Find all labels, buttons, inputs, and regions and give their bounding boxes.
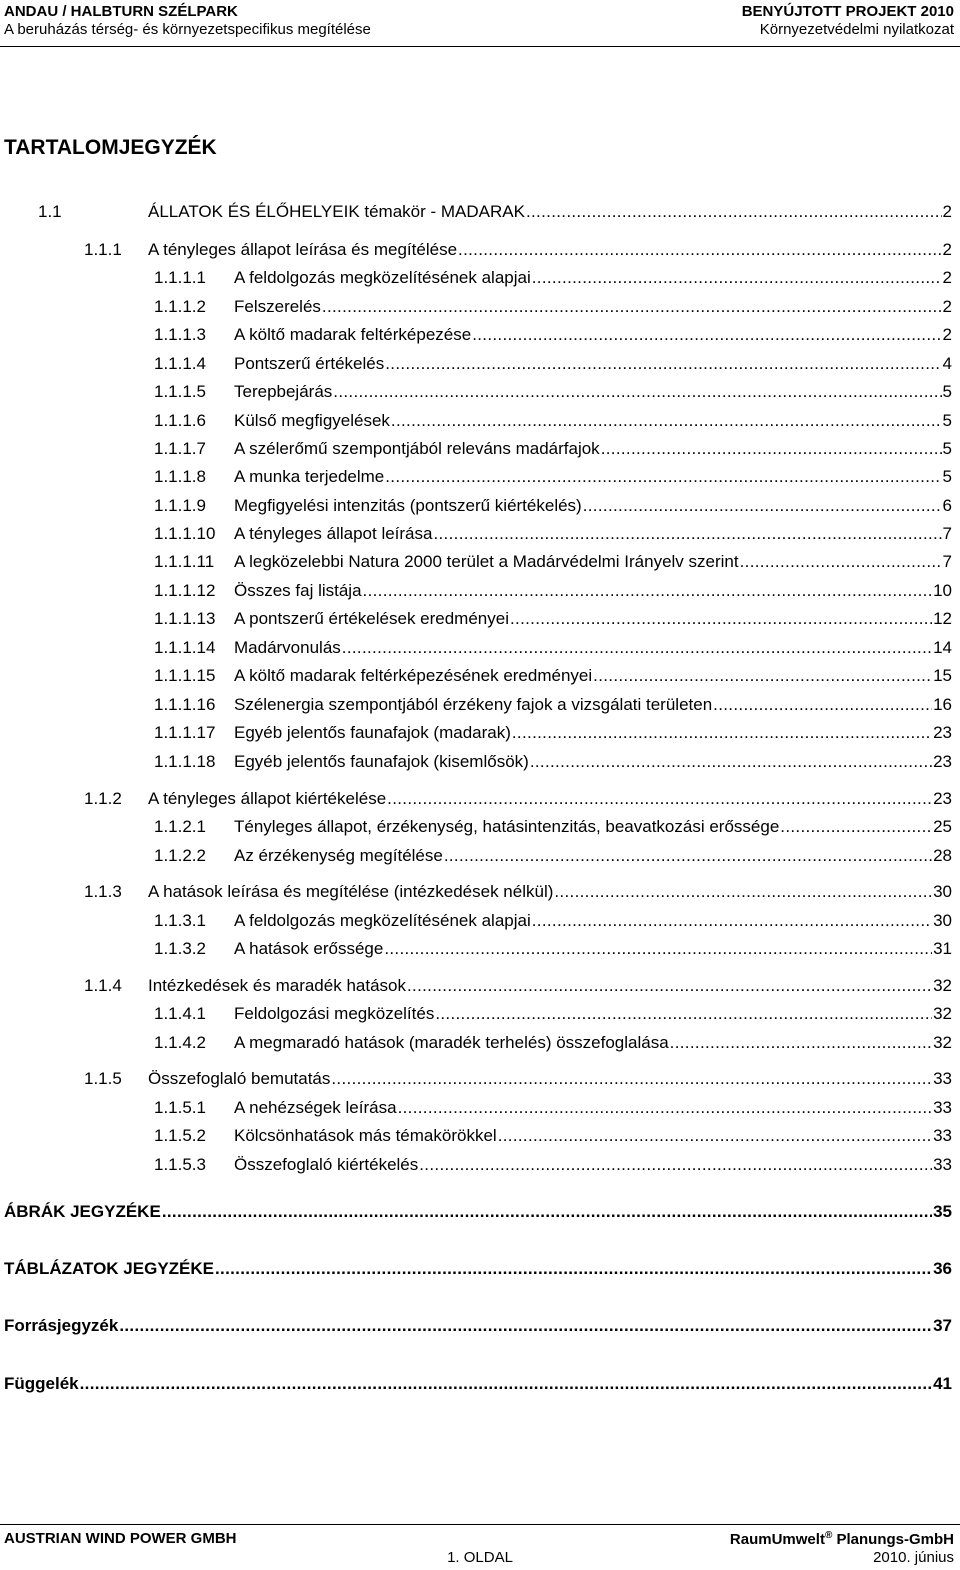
- toc-entry[interactable]: [84, 1068, 952, 1090]
- toc-leader-dots: [385, 466, 941, 488]
- toc-entry-title: A hatások erőssége: [234, 939, 384, 958]
- toc-entry-title: Terepbejárás: [234, 382, 333, 401]
- toc-entry-page: 33: [933, 1126, 952, 1145]
- toc-entry-page: 2: [942, 202, 952, 221]
- toc-entry[interactable]: [154, 816, 952, 838]
- toc-entry-page: 33: [933, 1155, 952, 1174]
- toc-entry[interactable]: [154, 845, 952, 867]
- toc-entry-page: 15: [933, 666, 952, 685]
- toc-entry-page: 7: [942, 552, 952, 571]
- toc-entry-number: 1.1.1.12: [154, 581, 216, 600]
- toc-entry-number: 1.1.1.10: [154, 524, 216, 543]
- toc-leader-dots: [363, 580, 933, 602]
- toc-entry[interactable]: [154, 1154, 952, 1176]
- toc-entry-title: A legközelebbi Natura 2000 terület a Madárvédelmi Irányelv szerint: [234, 552, 739, 571]
- toc-entry-title: A feldolgozás megközelítésének alapjai: [234, 911, 531, 930]
- toc-entry-title: Függelék: [4, 1374, 79, 1393]
- toc-entry[interactable]: [154, 580, 952, 602]
- toc-leader-dots: [740, 551, 942, 573]
- toc-entry-title: Összefoglaló kiértékelés: [234, 1155, 419, 1174]
- toc-entry[interactable]: [154, 665, 952, 687]
- toc-entry[interactable]: [154, 523, 952, 545]
- toc-entry[interactable]: [154, 267, 952, 289]
- toc-entry[interactable]: [84, 881, 952, 903]
- toc-entry-page: 5: [942, 411, 952, 430]
- toc-entry-page: 5: [942, 439, 952, 458]
- footer-planner-suffix: Planungs-GmbH: [832, 1531, 954, 1548]
- toc-entry[interactable]: [4, 1201, 952, 1223]
- toc-entry-title: Madárvonulás: [234, 638, 341, 657]
- toc-leader-dots: [780, 816, 932, 838]
- toc-entry-title: A hatások leírása és megítélése (intézkedések nélkül): [148, 882, 554, 901]
- toc-leader-dots: [342, 637, 932, 659]
- toc-entry-title: Tényleges állapot, érzékenység, hatásintenzitás, beavatkozási erőssége: [234, 817, 780, 836]
- toc-entry-number: 1.1.5.1: [154, 1098, 206, 1117]
- toc-entry-page: 14: [933, 638, 952, 657]
- toc-entry-title: A pontszerű értékelések eredményei: [234, 609, 509, 628]
- toc-entry-page: 4: [942, 354, 952, 373]
- toc-entry-title: Intézkedések és maradék hatások: [148, 976, 406, 995]
- toc-entry[interactable]: [154, 438, 952, 460]
- submission-title: BENYÚJTOTT PROJEKT 2010: [741, 3, 954, 20]
- toc-entry-number: 1.1.1: [84, 240, 122, 259]
- toc-leader-dots: [532, 267, 942, 289]
- toc-leader-dots: [472, 324, 941, 346]
- toc-entry-number: 1.1: [38, 202, 62, 221]
- toc-entry[interactable]: [154, 938, 952, 960]
- toc-leader-dots: [554, 881, 932, 903]
- project-title: ANDAU / HALBTURN SZÉLPARK: [4, 3, 238, 20]
- toc-entry-number: 1.1.1.15: [154, 666, 216, 685]
- toc-entry-number: 1.1.1.9: [154, 496, 206, 515]
- toc-leader-dots: [530, 751, 932, 773]
- page-footer: [0, 1524, 960, 1570]
- toc-entry-page: 35: [933, 1202, 952, 1221]
- toc-entry-title: A tényleges állapot leírása: [234, 524, 433, 543]
- toc-entry-number: 1.1.4: [84, 976, 122, 995]
- toc-entry[interactable]: [154, 1003, 952, 1025]
- toc-entry[interactable]: [154, 551, 952, 573]
- toc-entry[interactable]: [154, 751, 952, 773]
- toc-leader-dots: [385, 353, 941, 375]
- toc-entry-number: 1.1.5: [84, 1069, 122, 1088]
- toc-entry-title: TÁBLÁZATOK JEGYZÉKE: [4, 1259, 214, 1278]
- toc-leader-dots: [384, 938, 932, 960]
- toc-entry-page: 30: [933, 911, 952, 930]
- toc-entry-number: 1.1.1.1: [154, 268, 206, 287]
- toc-entry-number: 1.1.1.16: [154, 695, 216, 714]
- document-type: Környezetvédelmi nyilatkozat: [759, 21, 954, 38]
- toc-entry-number: 1.1.2.2: [154, 846, 206, 865]
- toc-entry-title: A költő madarak feltérképezése: [234, 325, 472, 344]
- toc-entry[interactable]: [84, 975, 952, 997]
- toc-leader-dots: [119, 1315, 932, 1337]
- footer-company: AUSTRIAN WIND POWER GMBH: [4, 1530, 237, 1547]
- toc-leader-dots: [387, 788, 932, 810]
- toc-leader-dots: [670, 1032, 932, 1054]
- toc-entry-page: 32: [933, 1033, 952, 1052]
- toc-entry[interactable]: [154, 722, 952, 744]
- toc-leader-dots: [215, 1258, 932, 1280]
- toc-entry-page: 12: [933, 609, 952, 628]
- toc-entry[interactable]: [154, 495, 952, 517]
- toc-leader-dots: [80, 1373, 932, 1395]
- toc-leader-dots: [444, 845, 932, 867]
- toc-entry[interactable]: [154, 637, 952, 659]
- toc-leader-dots: [433, 523, 941, 545]
- toc-entry-page: 6: [942, 496, 952, 515]
- toc-entry-title: Szélenergia szempontjából érzékeny fajok a vizsgálati területen: [234, 695, 713, 714]
- toc-entry-page: 31: [933, 939, 952, 958]
- toc-entry-page: 2: [942, 297, 952, 316]
- toc-entry-page: 33: [933, 1098, 952, 1117]
- toc-entry-page: 23: [933, 752, 952, 771]
- toc-leader-dots: [601, 438, 942, 460]
- toc-entry-number: 1.1.1.7: [154, 439, 206, 458]
- toc-leader-dots: [593, 665, 932, 687]
- toc-entry-page: 30: [933, 882, 952, 901]
- toc-entry-title: A nehézségek leírása: [234, 1098, 397, 1117]
- toc-entry[interactable]: [154, 410, 952, 432]
- toc-entry-page: 28: [933, 846, 952, 865]
- toc-entry-title: ÁBRÁK JEGYZÉKE: [4, 1202, 161, 1221]
- toc-leader-dots: [419, 1154, 932, 1176]
- toc-entry-page: 32: [933, 976, 952, 995]
- toc-entry-number: 1.1.5.2: [154, 1126, 206, 1145]
- toc-entry-page: 33: [933, 1069, 952, 1088]
- toc-entry[interactable]: [154, 353, 952, 375]
- toc-entry-page: 2: [942, 325, 952, 344]
- toc-entry[interactable]: [154, 1125, 952, 1147]
- toc-entry[interactable]: [4, 1258, 952, 1280]
- toc-entry-number: 1.1.3.1: [154, 911, 206, 930]
- toc-leader-dots: [583, 495, 942, 517]
- registered-mark: ®: [824, 1530, 833, 1541]
- toc-entry-title: A munka terjedelme: [234, 467, 385, 486]
- footer-date: 2010. június: [873, 1549, 954, 1566]
- toc-entry[interactable]: [154, 381, 952, 403]
- toc-entry[interactable]: [84, 239, 952, 261]
- toc-entry-number: 1.1.1.13: [154, 609, 216, 628]
- toc-entry-number: 1.1.1.8: [154, 467, 206, 486]
- toc-entry-title: Egyéb jelentős faunafajok (madarak): [234, 723, 511, 742]
- toc-entry-page: 2: [942, 268, 952, 287]
- toc-entry-page: 25: [933, 817, 952, 836]
- toc-entry-title: Felszerelés: [234, 297, 321, 316]
- toc-leader-dots: [407, 975, 932, 997]
- toc-entry-title: Megfigyelési intenzitás (pontszerű kiértékelés): [234, 496, 582, 515]
- toc-entry-number: 1.1.1.5: [154, 382, 206, 401]
- toc-entry[interactable]: [154, 296, 952, 318]
- toc-leader-dots: [510, 608, 932, 630]
- toc-entry-page: 23: [933, 789, 952, 808]
- toc-entry[interactable]: [154, 694, 952, 716]
- toc-entry-number: 1.1.1.18: [154, 752, 216, 771]
- toc-entry[interactable]: [4, 1373, 952, 1395]
- toc-entry[interactable]: [4, 1315, 952, 1337]
- toc-entry-title: Kölcsönhatások más témakörökkel: [234, 1126, 497, 1145]
- toc-entry-number: 1.1.1.3: [154, 325, 206, 344]
- toc-entry[interactable]: [154, 1097, 952, 1119]
- toc-entry[interactable]: [154, 324, 952, 346]
- toc-entry-number: 1.1.4.1: [154, 1004, 206, 1023]
- toc-entry-page: 10: [933, 581, 952, 600]
- toc-entry[interactable]: [84, 788, 952, 810]
- toc-leader-dots: [526, 201, 942, 223]
- toc-leader-dots: [391, 410, 942, 432]
- toc-entry-title: ÁLLATOK ÉS ÉLŐHELYEIK témakör - MADARAK: [148, 202, 525, 221]
- toc-entry-title: A tényleges állapot kiértékelése: [148, 789, 387, 808]
- toc-leader-dots: [322, 296, 942, 318]
- toc-entry-title: A szélerőmű szempontjából releváns madárfajok: [234, 439, 600, 458]
- toc-entry-number: 1.1.2.1: [154, 817, 206, 836]
- toc-entry[interactable]: [38, 201, 952, 223]
- toc-entry-page: 41: [933, 1374, 952, 1393]
- footer-planner-name: RaumUmwelt: [729, 1531, 825, 1548]
- toc-entry[interactable]: [154, 466, 952, 488]
- page-header: [0, 0, 960, 47]
- toc-entry-number: 1.1.2: [84, 789, 122, 808]
- toc-entry-title: A feldolgozás megközelítésének alapjai: [234, 268, 531, 287]
- toc-entry-title: Forrásjegyzék: [4, 1316, 119, 1335]
- toc-leader-dots: [333, 381, 941, 403]
- toc-leader-dots: [532, 910, 932, 932]
- toc-entry-number: 1.1.5.3: [154, 1155, 206, 1174]
- toc-entry-page: 16: [933, 695, 952, 714]
- toc-heading: TARTALOMJEGYZÉK: [4, 136, 217, 159]
- toc-entry-number: 1.1.1.14: [154, 638, 216, 657]
- toc-entry-title: Az érzékenység megítélése: [234, 846, 443, 865]
- toc-leader-dots: [398, 1097, 933, 1119]
- toc-leader-dots: [331, 1068, 932, 1090]
- toc-entry-page: 36: [933, 1259, 952, 1278]
- toc-entry-page: 2: [942, 240, 952, 259]
- toc-entry-page: 7: [942, 524, 952, 543]
- toc-leader-dots: [512, 722, 932, 744]
- toc-leader-dots: [435, 1003, 932, 1025]
- toc-entry-page: 23: [933, 723, 952, 742]
- toc-entry[interactable]: [154, 1032, 952, 1054]
- toc-entry-number: 1.1.4.2: [154, 1033, 206, 1052]
- toc-entry-number: 1.1.1.4: [154, 354, 206, 373]
- toc-leader-dots: [458, 239, 942, 261]
- toc-entry-title: A költő madarak feltérképezésének eredményei: [234, 666, 593, 685]
- toc-entry-number: 1.1.3: [84, 882, 122, 901]
- toc-entry-number: 1.1.1.6: [154, 411, 206, 430]
- toc-entry-page: 32: [933, 1004, 952, 1023]
- toc-leader-dots: [713, 694, 932, 716]
- toc-entry-title: Külső megfigyelések: [234, 411, 390, 430]
- toc-entry-title: Pontszerű értékelés: [234, 354, 385, 373]
- toc-entry-page: 5: [942, 467, 952, 486]
- toc-entry-title: A tényleges állapot leírása és megítélése: [148, 240, 458, 259]
- toc-entry-number: 1.1.1.2: [154, 297, 206, 316]
- toc-entry[interactable]: [154, 910, 952, 932]
- toc-entry[interactable]: [154, 608, 952, 630]
- toc-entry-title: Összes faj listája: [234, 581, 362, 600]
- project-subtitle: A beruházás térség- és környezetspecifikus megítélése: [4, 21, 371, 38]
- toc-entry-title: Egyéb jelentős faunafajok (kisemlősök): [234, 752, 529, 771]
- footer-planner: [730, 1530, 954, 1548]
- page-number: 1. OLDAL: [447, 1549, 513, 1566]
- toc-entry-title: A megmaradó hatások (maradék terhelés) összefoglalása: [234, 1033, 669, 1052]
- toc-entry-number: 1.1.3.2: [154, 939, 206, 958]
- toc-entry-number: 1.1.1.11: [154, 552, 215, 571]
- toc-leader-dots: [162, 1201, 932, 1223]
- toc-leader-dots: [498, 1125, 932, 1147]
- toc-entry-page: 37: [933, 1316, 952, 1335]
- toc-entry-title: Összefoglaló bemutatás: [148, 1069, 331, 1088]
- toc-entry-number: 1.1.1.17: [154, 723, 216, 742]
- toc-entry-page: 5: [942, 382, 952, 401]
- toc-entry-title: Feldolgozási megközelítés: [234, 1004, 435, 1023]
